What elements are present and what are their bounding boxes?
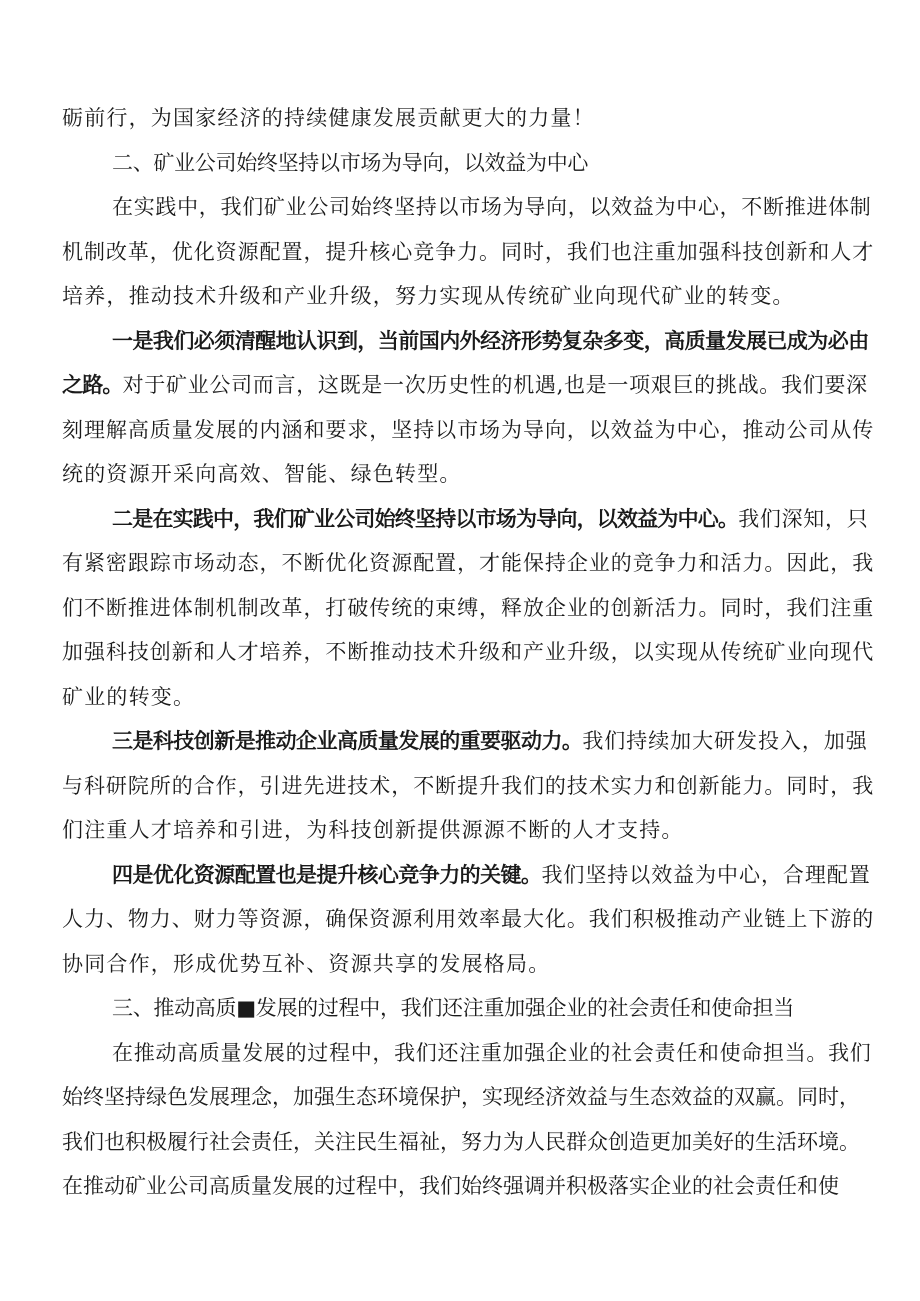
point-one-text: 对于矿业公司而言，这既是一次历史性的机遇,也是一项艰巨的挑战。我们要深 xyxy=(122,373,868,397)
text-line: 们注重人才培养和引进，为科技创新提供源源不断的人才支持。 xyxy=(62,818,684,842)
text-line xyxy=(62,497,874,542)
text-line: 培养，推动技术升级和产业升级，努力实现从传统矿业向现代矿业的转变。 xyxy=(62,284,795,308)
text-line xyxy=(62,853,874,898)
section2-intro-paragraph xyxy=(62,185,874,319)
text-line: 在实践中，我们矿业公司始终坚持以市场为导向，以效益为中心，不断推进体制 xyxy=(112,195,872,219)
text-line: 机制改革，优化资源配置，提升核心竞争力。同时，我们也注重加强科技创新和人才 xyxy=(62,239,875,264)
text-line: 加强科技创新和人才培养，不断推动技术升级和产业升级，以实现从传统矿业向现代 xyxy=(62,640,875,664)
text-line: 在推动高质量发展的过程中，我们还注重加强企业的社会责任和使命担当。我们 xyxy=(112,1040,872,1065)
text-line: 在推动矿业公司高质量发展的过程中，我们始终强调并积极落实企业的社会责任和使 xyxy=(62,1174,839,1198)
text-line: 人力、物力、财力等资源，确保资源利用效率最大化。我们积极推动产业链上下游的 xyxy=(62,907,875,931)
text-line xyxy=(62,719,874,764)
point-one-lead-end: 之路。 xyxy=(62,373,123,397)
text-line: 与科研院所的合作，引进先进技术，不断提升我们的技术实力和创新能力。同时，我 xyxy=(62,773,875,798)
text-line: 有紧密跟踪市场动态，不断优化资源配置，才能保持企业的竞争力和活力。因此，我 xyxy=(62,551,875,575)
point-one-paragraph xyxy=(62,319,874,497)
text-line: 始终坚持绿色发展理念，加强生态环境保护，实现经济效益与生态效益的双赢。同时， xyxy=(62,1085,860,1109)
text-line: 我们也积极履行社会责任，关注民生福祉，努力为人民群众创造更加美好的生活环境。 xyxy=(62,1129,860,1154)
point-two-lead: 二是在实践中，我们矿业公司始终坚持以市场为导向，以效益为中心。 xyxy=(112,506,739,531)
point-three-text: 我们持续加大研发投入，加强 xyxy=(582,729,868,753)
text-line: 们不断推进体制机制改革，打破传统的束缚，释放企业的创新活力。同时，我们注重 xyxy=(62,595,875,620)
section-heading-3: 三、推动高质■发展的过程中，我们还注重加强企业的社会责任和使命担当 xyxy=(112,996,794,1020)
text-line: 刻理解高质量发展的内涵和要求，坚持以市场为导向，以效益为中心，推动公司从传 xyxy=(62,417,875,442)
point-one-lead: 一是我们必须清醒地认识到，当前国内外经济形势复杂多变，高质量发展已成为必由 xyxy=(112,328,869,353)
point-two-paragraph xyxy=(62,497,874,720)
point-four-lead: 四是优化资源配置也是提升核心竞争力的关键。 xyxy=(112,862,542,887)
point-three-lead: 三是科技创新是推动企业高质量发展的重要驱动力。 xyxy=(112,729,583,753)
point-two-text: 我们深知，只 xyxy=(738,506,869,531)
text-line xyxy=(62,319,874,364)
point-four-text: 我们坚持以效益为中心，合理配置 xyxy=(541,862,871,887)
point-three-paragraph xyxy=(62,719,874,853)
carryover-line: 砺前行，为国家经济的持续健康发展贡献更大的力量！ xyxy=(62,106,595,130)
point-four-paragraph xyxy=(62,853,874,987)
text-line: 协同合作，形成优势互补、资源共享的发展格局。 xyxy=(62,951,551,976)
text-line: 统的资源开采向高效、智能、绿色转型。 xyxy=(62,462,462,486)
text-line xyxy=(62,363,874,408)
section3-paragraph xyxy=(62,1031,874,1209)
document-body xyxy=(62,96,874,1209)
text-line: 矿业的转变。 xyxy=(62,684,196,709)
section-heading-2: 二、矿业公司始终坚持以市场为导向，以效益为中心 xyxy=(112,150,589,175)
